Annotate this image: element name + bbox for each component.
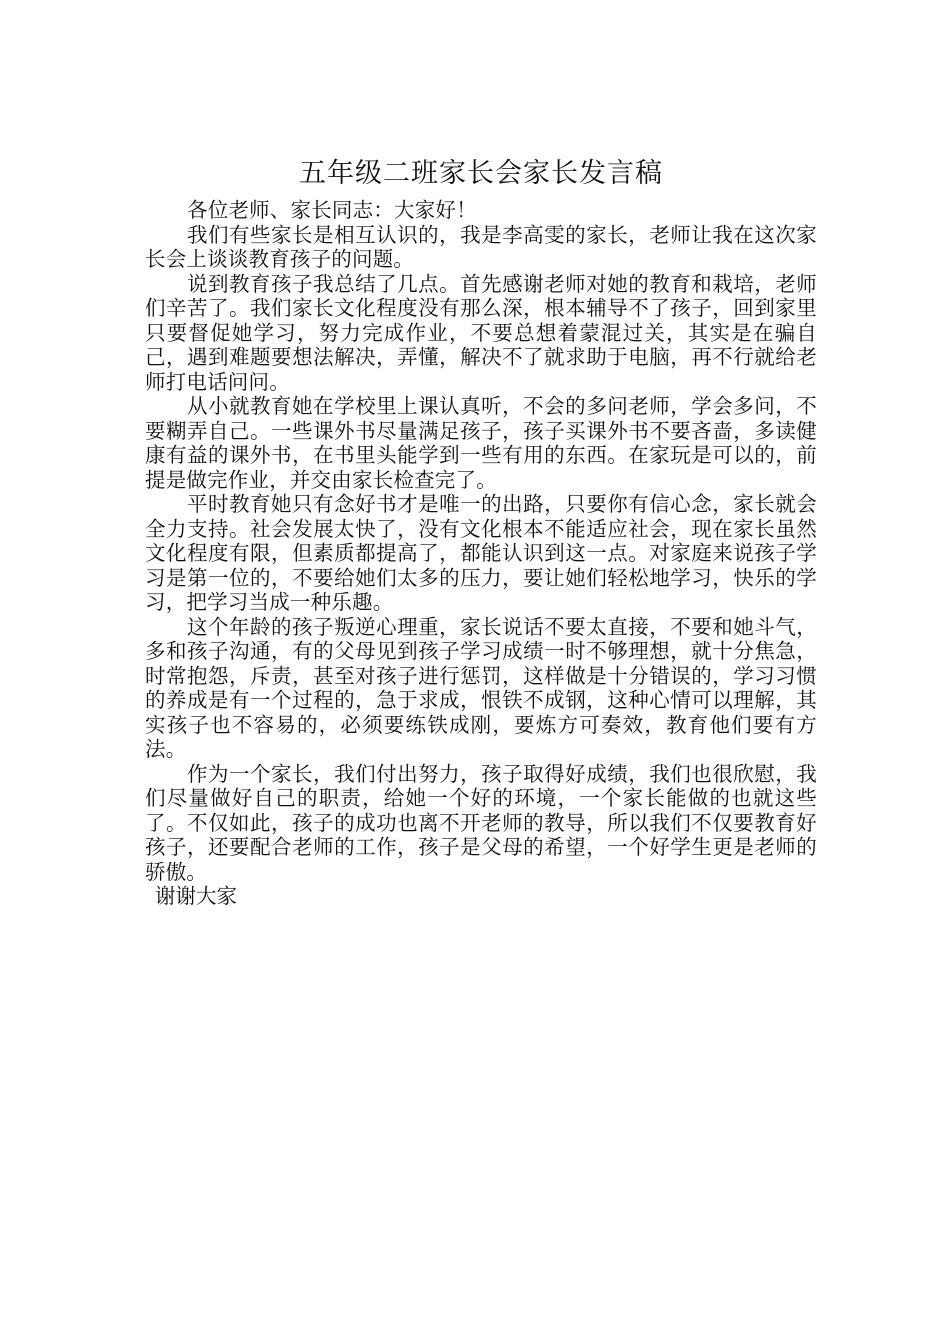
paragraph-communication: 这个年龄的孩子叛逆心理重，家长说话不要太直接，不要和她斗气，多和孩子沟通，有的父母见到孩子学习成绩一时不够理想，就十分焦急，时常抱怨，斥责，甚至对孩子进行惩罚，这样做是十分错误的，学习习惯的养成是有一个过程的，急于求成，恨铁不成钢，这种心情可以理解，其实孩子也不容易的，必须要练铁成刚，要炼方可奏效，教育他们要有方法。 [145, 614, 817, 761]
paragraph-family-support: 平时教育她只有念好书才是唯一的出路，只要你有信心念，家长就会全力支持。社会发展太快了，没有文化根本不能适应社会，现在家长虽然文化程度有限，但素质都提高了，都能认识到这一点。对家庭来说孩子学习是第一位的，不要给她们太多的压力，要让她们轻松地学习，快乐的学习，把学习当成一种乐趣。 [145, 492, 817, 614]
closing-thanks: 谢谢大家 [155, 884, 237, 908]
document-title: 五年级二班家长会家长发言稿 [299, 158, 663, 189]
paragraph-introduction: 我们有些家长是相互认识的，我是李高雯的家长，老师让我在这次家长会上谈谈教育孩子的问题。 [145, 222, 817, 271]
paragraph-learning-habits: 从小就教育她在学校里上课认真听，不会的多问老师，学会多问，不要糊弄自己。一些课外书尽量满足孩子，孩子买课外书不要吝啬，多读健康有益的课外书，在书里头能学到一些有用的东西。在家玩是可以的，前提是做完作业，并交由家长检查完了。 [145, 394, 817, 492]
document-body [145, 152, 817, 909]
paragraph-parent-responsibility: 作为一个家长，我们付出努力，孩子取得好成绩，我们也很欣慰，我们尽量做好自己的职责，给她一个好的环境，一个家长能做的也就这些了。不仅如此，孩子的成功也离不开老师的教导，所以我们不仅要教育好孩子，还要配合老师的工作，孩子是父母的希望，一个好学生更是老师的骄傲。 [145, 761, 817, 884]
paragraph-study-supervision: 说到教育孩子我总结了几点。首先感谢老师对她的教育和栽培，老师们辛苦了。我们家长文化程度没有那么深，根本辅导不了孩子，回到家里只要督促她学习，努力完成作业，不要总想着蒙混过关，其实是在骗自己，遇到难题要想法解决，弄懂，解决不了就求助于电脑，再不行就给老师打电话问问。 [145, 271, 817, 394]
paragraph-greeting: 各位老师、家长同志：大家好！ [187, 198, 477, 222]
